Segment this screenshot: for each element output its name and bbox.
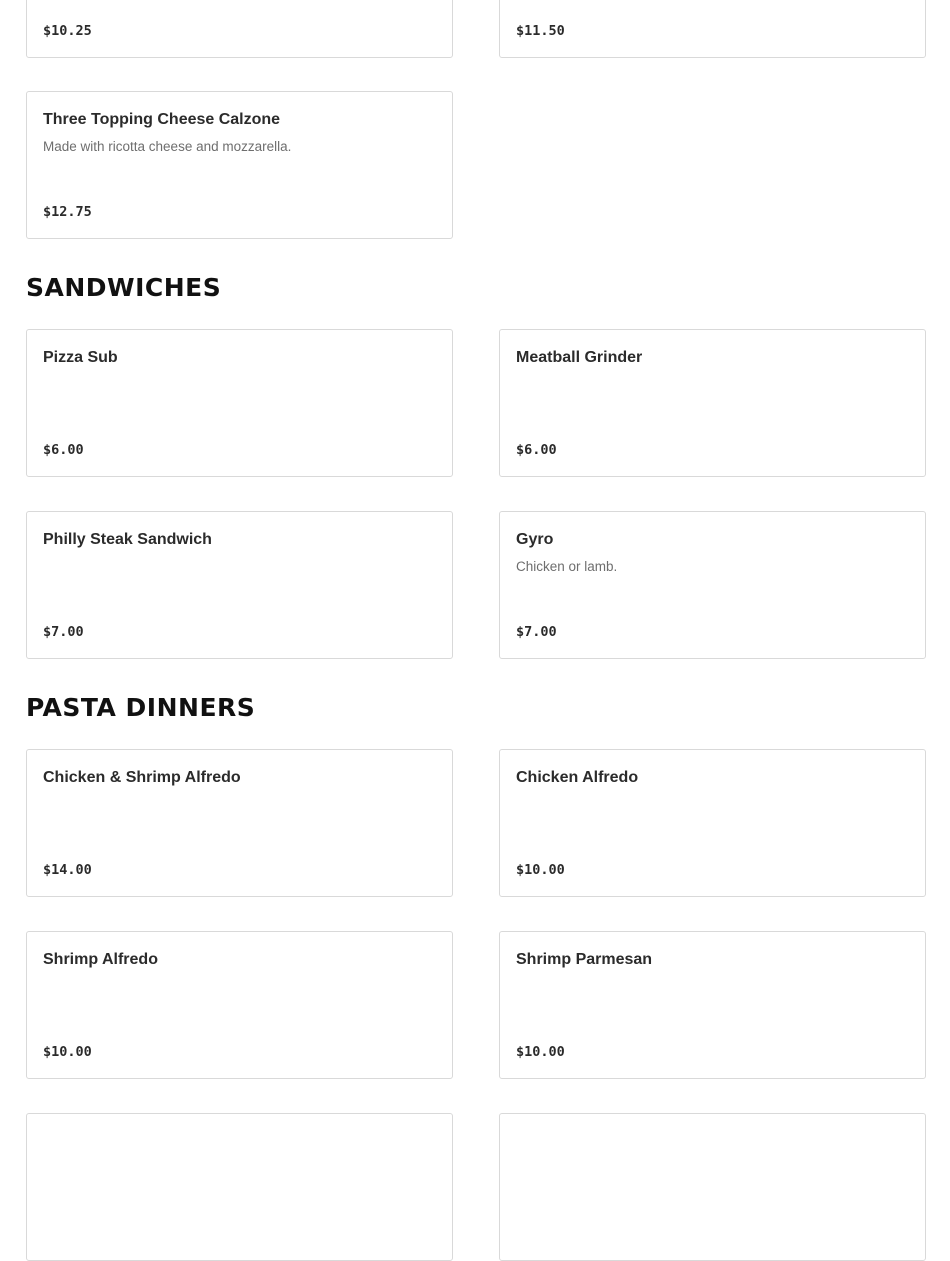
menu-item-card[interactable]: [499, 749, 926, 897]
menu-item-price: $11.50: [516, 23, 565, 39]
menu-item-card[interactable]: [26, 931, 453, 1079]
menu-item-name: Philly Steak Sandwich: [43, 531, 212, 548]
menu-item-price: $6.00: [43, 442, 84, 458]
menu-item-card[interactable]: [499, 1113, 926, 1261]
menu-item-name: Chicken & Shrimp Alfredo: [43, 769, 241, 786]
menu-item-price: $10.00: [516, 862, 565, 878]
menu-item-card[interactable]: [499, 0, 926, 58]
menu-item-price: $10.25: [43, 23, 92, 39]
menu-item-card[interactable]: [26, 329, 453, 477]
section-title-sandwiches: SANDWICHES: [26, 273, 222, 302]
menu-item-card[interactable]: [26, 91, 453, 239]
menu-item-name: Pizza Sub: [43, 349, 118, 366]
menu-item-card[interactable]: [26, 511, 453, 659]
menu-item-name: Three Topping Cheese Calzone: [43, 111, 281, 128]
menu-item-name: Shrimp Parmesan: [516, 951, 653, 968]
menu-item-card[interactable]: [499, 329, 926, 477]
menu-item-name: Chicken Alfredo: [516, 769, 639, 786]
menu-item-price: $7.00: [43, 624, 84, 640]
menu-item-price: $10.00: [516, 1044, 565, 1060]
section-title-pasta-dinners: PASTA DINNERS: [26, 693, 256, 722]
menu-item-card[interactable]: [499, 931, 926, 1079]
menu-item-price: $12.75: [43, 204, 92, 220]
menu-item-name: Shrimp Alfredo: [43, 951, 158, 968]
menu-item-description: Chicken or lamb.: [516, 559, 618, 574]
menu-item-price: $14.00: [43, 862, 92, 878]
menu-item-card[interactable]: [26, 1113, 453, 1261]
menu-item-price: $7.00: [516, 624, 557, 640]
menu-item-name: Meatball Grinder: [516, 349, 643, 366]
menu-item-price: $6.00: [516, 442, 557, 458]
menu-item-name: Gyro: [516, 531, 554, 548]
menu-item-card[interactable]: [26, 749, 453, 897]
menu-item-price: $10.00: [43, 1044, 92, 1060]
menu-item-card[interactable]: [499, 511, 926, 659]
menu-item-description: Made with ricotta cheese and mozzarella.: [43, 139, 292, 154]
menu-item-card[interactable]: [26, 0, 453, 58]
